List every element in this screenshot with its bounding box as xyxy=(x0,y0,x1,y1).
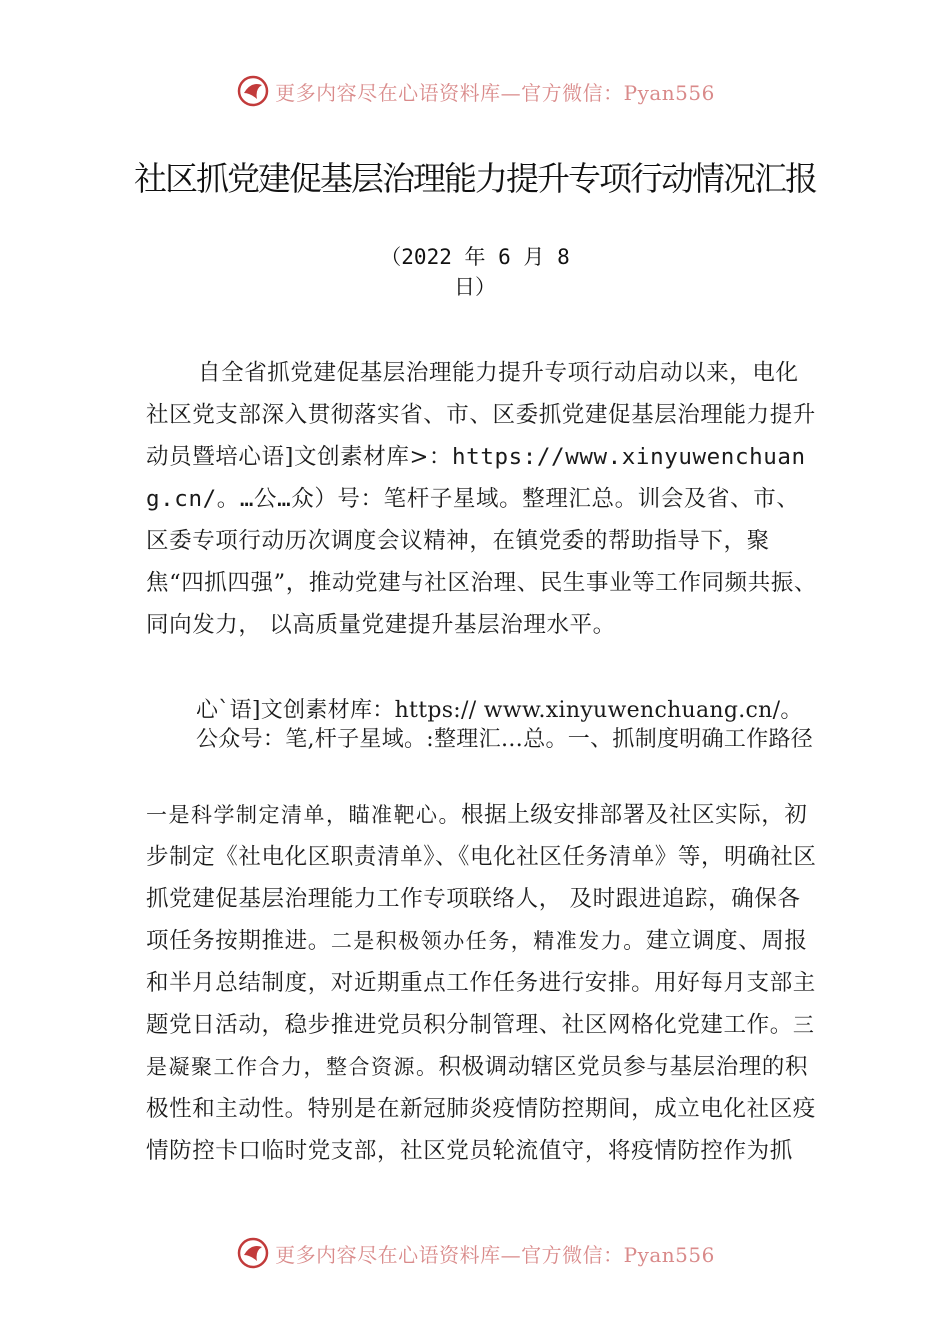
document-date: （2022 年 6 月 8 日） xyxy=(380,245,570,299)
logo-icon xyxy=(235,73,271,109)
paragraph-intro-url: https://www.xinyuwenchuang.cn/。…公…众）号：笔杆子星域。整理汇总。 xyxy=(146,444,806,512)
paragraph-intro-part1: 自全省抓党建促基层治理能力提升专项行动启动以来，电化社区党支部深入贯彻落实省、市、区委抓党建促基层治理能力提升动员暨培心语]文创素材库>： xyxy=(146,360,816,470)
logo-icon xyxy=(235,1235,271,1271)
paragraph-section-heading: 心`语]文创素材库：https:// www.xinyuwenchuang.cn/。公众号：笔,杆子星域。:整理汇…总。一、抓制度明确工作路径 xyxy=(196,698,814,752)
text-point-1: 根据上级安排部署及社区实际，初步制定《社电化区职责清单》、《电化社区任务清单》等，明确社区抓党建促基层治理能力工作专项联络人， 及时跟进追踪，确保各项任务按期推进。 xyxy=(146,802,817,954)
lead-point-1: 一是科学制定清单，瞄准靶心。 xyxy=(146,803,461,827)
banner-text: 更多内容尽在心语资料库—官方微信：Pyan556 xyxy=(275,1242,715,1267)
lead-point-3: 三是凝聚工作合力，整合资源。 xyxy=(146,1013,816,1079)
text-point-3: 积极调动辖区党员参与基层治理的积极性和主动性。特别是在新冠肺炎疫情防控期间，成立电化社区疫情防控卡口临时党支部，社区党员轮流值守，将疫情防控作为抓 xyxy=(146,1054,816,1164)
text-point-2: 建立调度、周报和半月总结制度，对近期重点工作任务进行安排。用好每月支部主题党日活动，稳步推进党员积分制管理、社区网格化党建工作。 xyxy=(146,928,816,1038)
paragraph-intro-part3: 训会及省、市、区委专项行动历次调度会议精神，在镇党委的帮助指导下，聚焦“四抓四强”，推动党建与社区治理、民生事业等工作同频共振、同向发力， 以高质量党建提升基层治理水平。 xyxy=(146,486,818,638)
header-banner xyxy=(0,66,950,116)
paragraph-intro xyxy=(146,352,818,646)
banner-text: 更多内容尽在心语资料库—官方微信：Pyan556 xyxy=(275,80,715,105)
paragraph-details xyxy=(146,794,818,1172)
lead-point-2: 二是积极领办任务，精准发力。 xyxy=(330,929,646,953)
document-title: 社区抓党建促基层治理能力提升专项行动情况汇报 xyxy=(134,159,816,198)
footer-banner xyxy=(0,1228,950,1278)
